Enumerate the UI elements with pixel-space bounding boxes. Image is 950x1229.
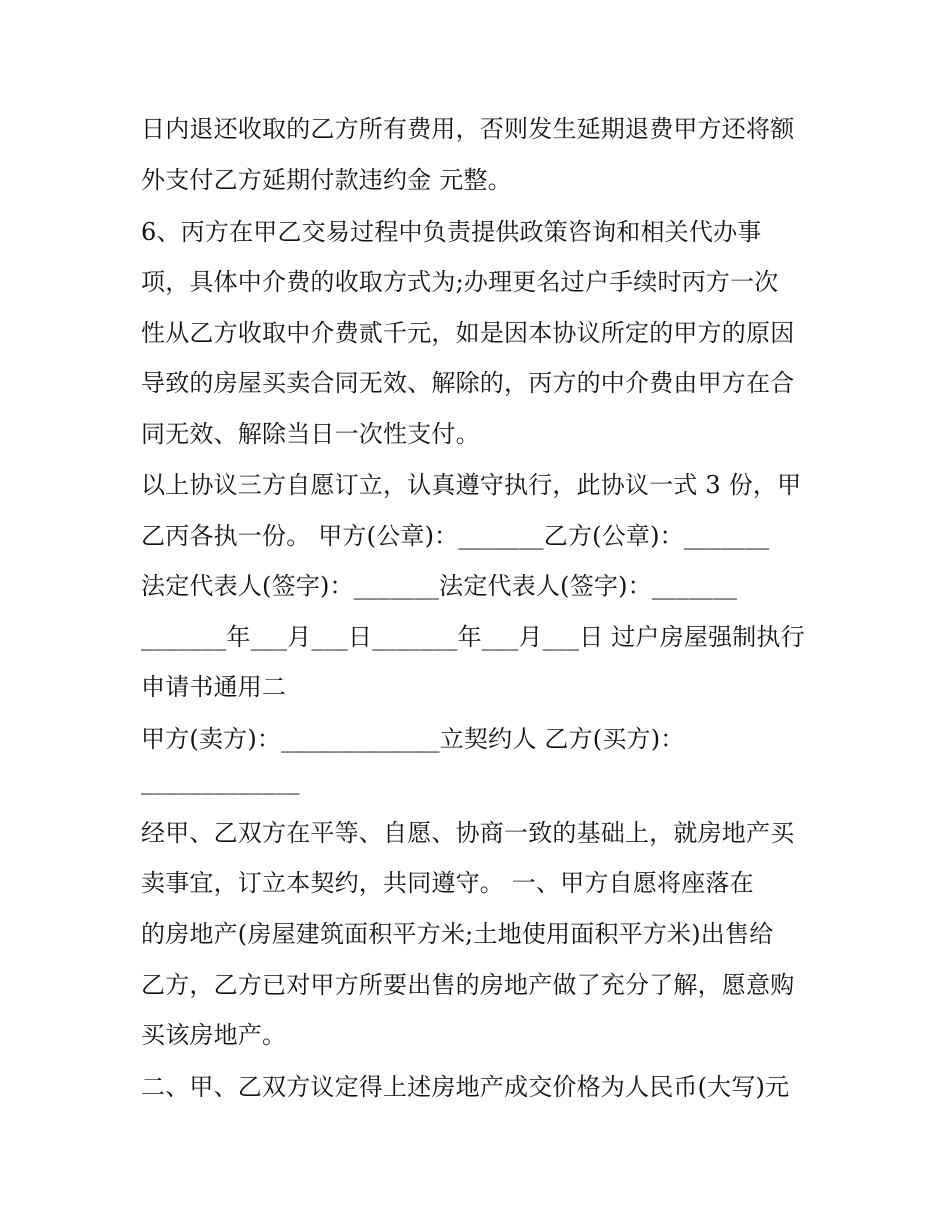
text-line: 乙方，乙方已对甲方所要出售的房地产做了充分了解，愿意购 [141,971,795,999]
text-line: 外支付乙方延期付款违约金 元整。 [141,166,512,194]
text-line: 导致的房屋买卖合同无效、解除的，丙方的中介费由甲方在合 [141,369,795,397]
text-line: 同无效、解除当日一次性支付。 [141,420,480,448]
signature-line: 法定代表人(签字)：_______法定代表人(签字)：_______ [141,572,738,600]
text-line: 以上协议三方自愿订立，认真遵守执行，此协议一式 3 份，甲 [141,471,802,499]
text-line: 二、甲、乙双方议定得上述房地产成交价格为人民币(大写)元 [141,1073,790,1101]
text-line: 性从乙方收取中介费贰千元，如是因本协议所定的甲方的原因 [141,319,795,347]
text-line: 日内退还收取的乙方所有费用，否则发生延期退费甲方还将额 [141,115,795,143]
party-line: 甲方(卖方)：_____________立契约人 乙方(买方)： [141,725,685,753]
text-line: 的房地产(房屋建筑面积平方米;土地使用面积平方米)出售给 [141,920,774,948]
text-line: 申请书通用二 [141,673,287,701]
text-line: 6、丙方在甲乙交易过程中负责提供政策咨询和相关代办事 [141,218,762,246]
text-line: 买该房地产。 [141,1021,287,1049]
date-line: _______年___月___日_______年___月___日 过户房屋强制执行 [141,623,805,651]
text-line: 项，具体中介费的收取方式为;办理更名过户手续时丙方一次 [141,268,779,296]
text-line: 卖事宜，订立本契约，共同遵守。 一、甲方自愿将座落在 [141,869,754,897]
blank-line: _____________ [141,767,300,795]
signature-line: 乙丙各执一份。 甲方(公章)：_______乙方(公章)：_______ [141,522,770,550]
text-line: 经甲、乙双方在平等、自愿、协商一致的基础上，就房地产买 [141,819,795,847]
